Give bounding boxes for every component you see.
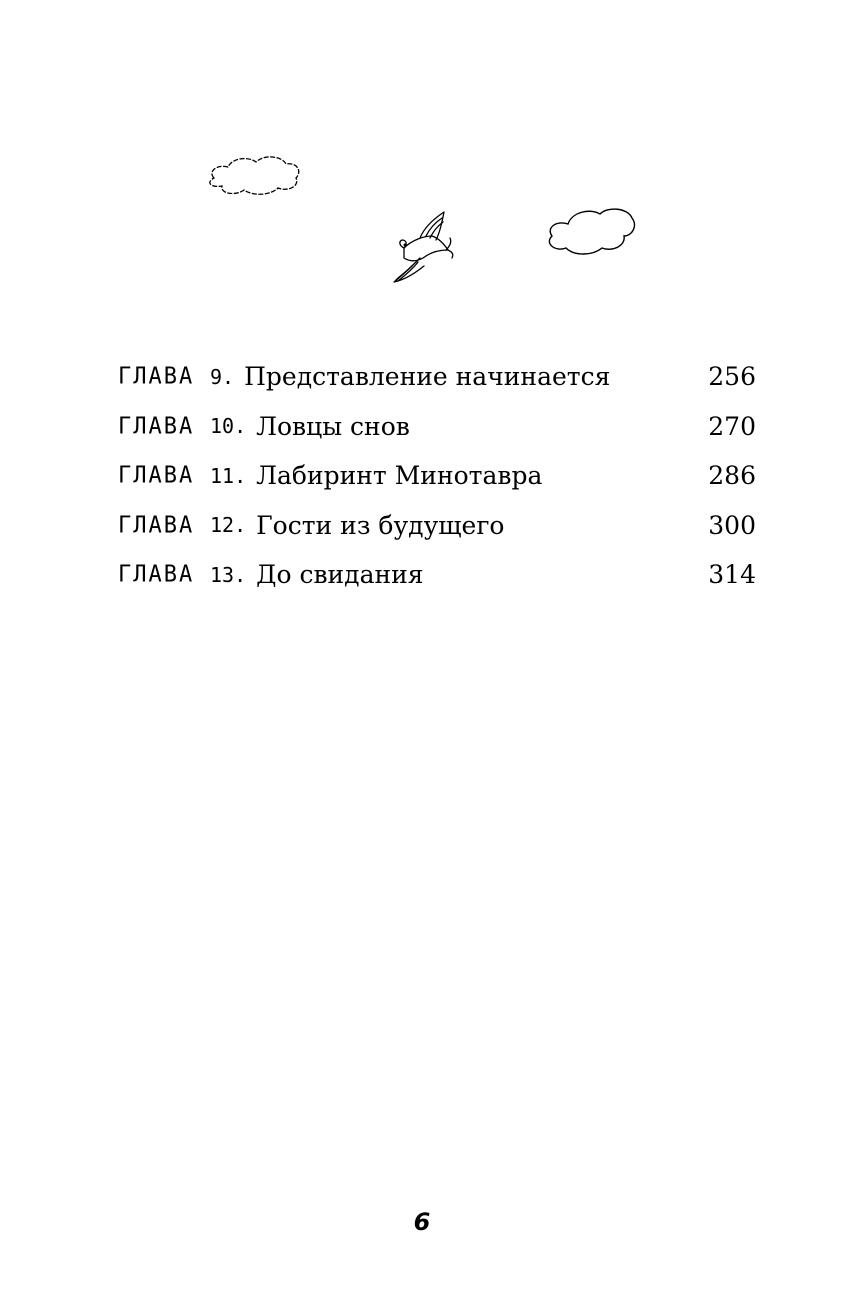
toc-page-number: 300: [708, 510, 756, 540]
table-of-contents: [118, 352, 758, 600]
toc-chapter-label: ГЛАВА: [118, 462, 195, 489]
toc-chapter-number: 12.: [210, 513, 247, 538]
cloud-icon: [210, 157, 299, 194]
toc-entry[interactable]: [118, 501, 758, 551]
toc-chapter-label: ГЛАВА: [118, 413, 195, 440]
toc-chapter-number: 11.: [210, 463, 247, 488]
toc-chapter-number: 9.: [210, 364, 235, 389]
toc-entry[interactable]: [118, 402, 758, 452]
cloud-icon: [549, 209, 634, 254]
toc-chapter-title: Гости из будущего: [256, 510, 505, 540]
toc-entry[interactable]: [118, 352, 758, 402]
header-illustration: [0, 0, 844, 320]
toc-chapter-label: ГЛАВА: [118, 363, 195, 390]
toc-entry[interactable]: [118, 550, 758, 600]
toc-page-number: 270: [708, 411, 756, 441]
toc-chapter-number: 13.: [210, 562, 247, 587]
toc-chapter-title: До свидания: [256, 560, 424, 590]
toc-chapter-title: Представление начинается: [244, 362, 611, 392]
toc-entry[interactable]: [118, 451, 758, 501]
toc-page-number: 286: [708, 461, 756, 491]
page-number: 6: [413, 1208, 431, 1236]
toc-chapter-label: ГЛАВА: [118, 561, 195, 588]
toc-chapter-title: Лабиринт Минотавра: [256, 461, 543, 491]
toc-page-number: 256: [708, 362, 756, 392]
bird-icon: [394, 212, 453, 282]
toc-page-number: 314: [708, 560, 756, 590]
toc-chapter-number: 10.: [210, 414, 247, 439]
toc-chapter-label: ГЛАВА: [118, 512, 195, 539]
toc-chapter-title: Ловцы снов: [256, 411, 410, 441]
